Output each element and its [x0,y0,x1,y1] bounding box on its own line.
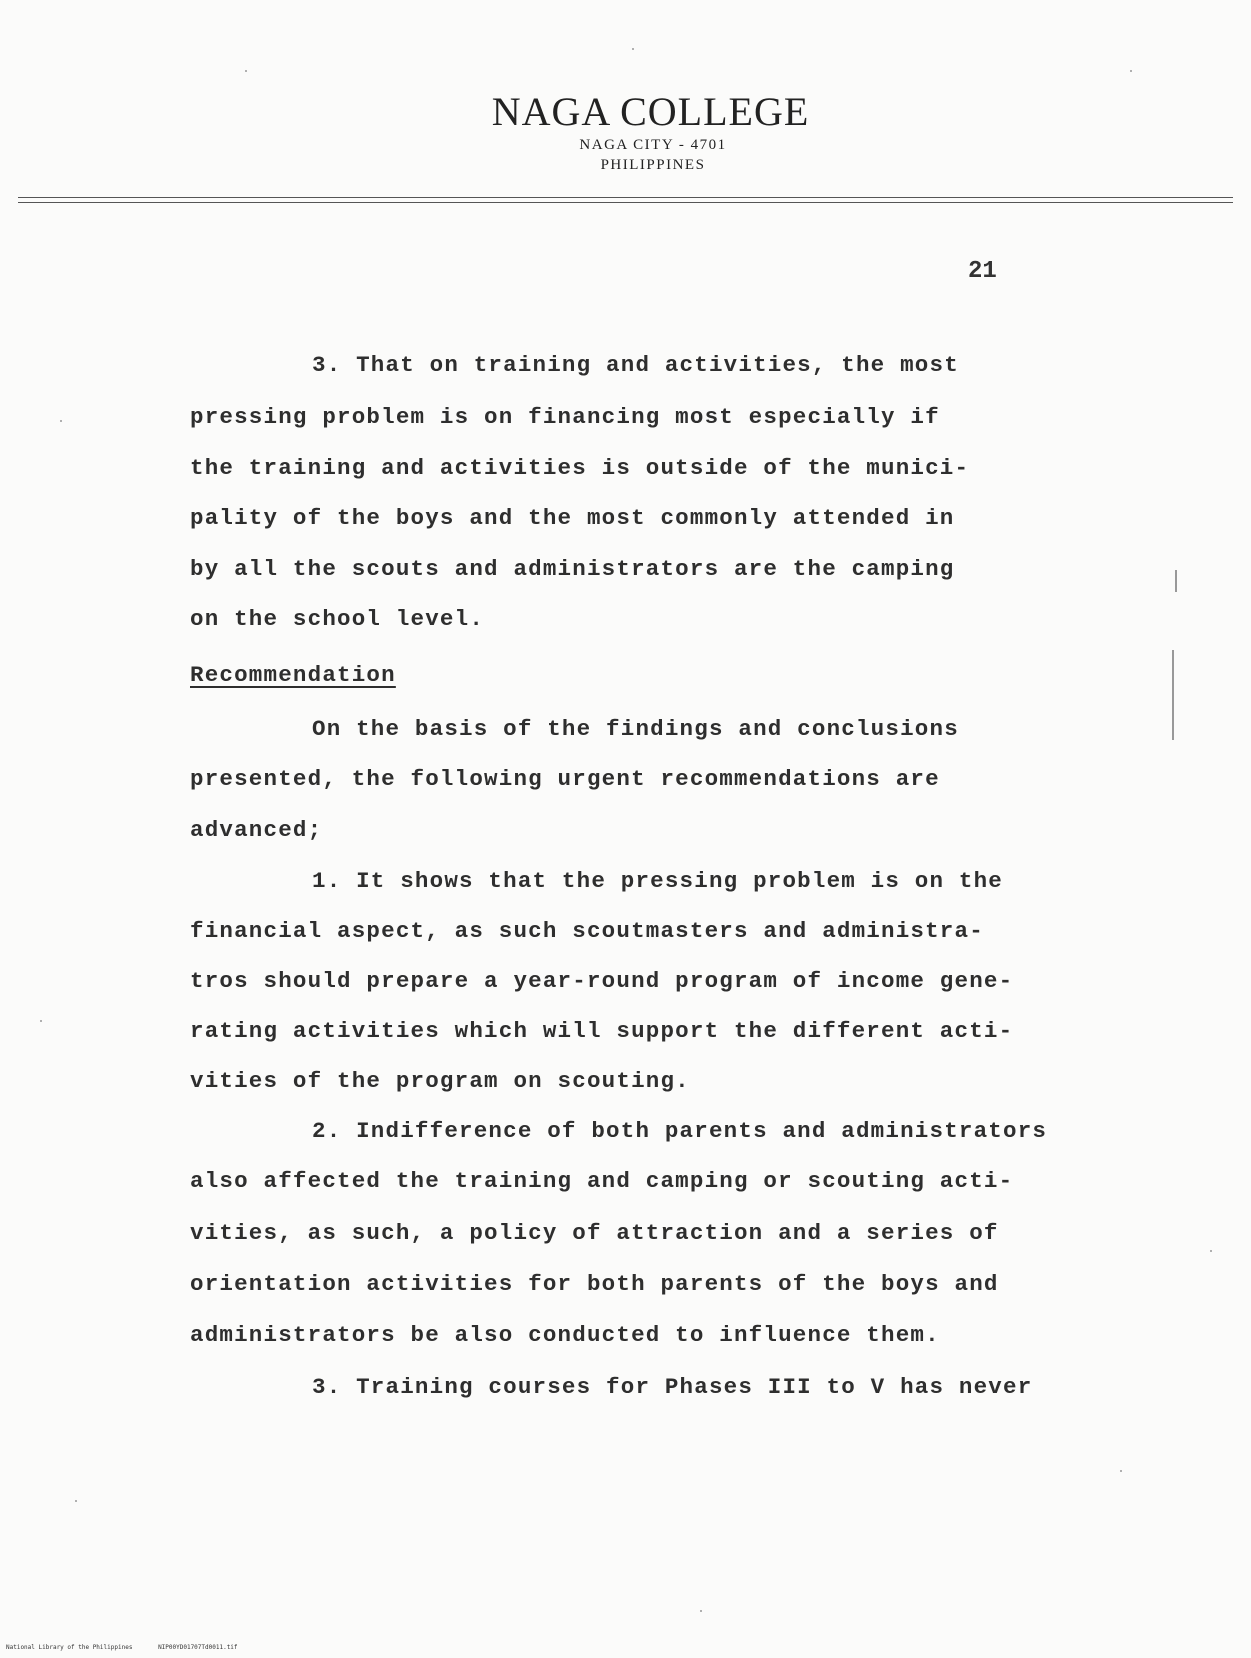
scan-speck [75,1500,77,1502]
body-line: financial aspect, as such scoutmasters and administra- [190,918,984,944]
footer-file-id: NIP00YD01707Td0011.tif [158,1644,238,1651]
body-line: advanced; [190,817,323,843]
body-line: presented, the following urgent recommendations are [190,766,940,792]
body-line: administrators be also conducted to influence them. [190,1322,940,1348]
page-number: 21 [968,258,997,285]
body-line: 2. Indifference of both parents and administrators [312,1118,1048,1144]
letterhead-city: NAGA CITY - 4701 [579,137,727,153]
letterhead-college-name: NAGA COLLEGE [491,89,810,134]
body-line: also affected the training and camping or scouting acti- [190,1168,1014,1194]
scan-speck [40,1020,42,1022]
scan-speck [1120,1470,1122,1472]
body-line: On the basis of the findings and conclusions [312,716,959,742]
body-line: the training and activities is outside of the munici- [190,455,970,481]
scan-speck [632,48,634,50]
letterhead-rule-top [18,197,1233,198]
scan-speck [1130,70,1132,72]
body-line: tros should prepare a year-round program of income gene- [190,968,1014,994]
scan-speck [1175,570,1177,592]
body-line: rating activities which will support the different acti- [190,1018,1014,1044]
scan-speck [700,1610,702,1612]
letterhead [0,88,1251,175]
body-line: by all the scouts and administrators are the camping [190,556,955,582]
body-line: 1. It shows that the pressing problem is on the [312,868,1004,894]
body-line: pressing problem is on financing most especially if [190,404,940,430]
footer-library: National Library of the Philippines [6,1644,133,1651]
scan-speck [60,420,62,422]
body-line: orientation activities for both parents of the boys and [190,1271,999,1297]
body-line: pality of the boys and the most commonly attended in [190,505,955,531]
body-line: 3. Training courses for Phases III to V has never [312,1374,1033,1400]
scan-speck [245,70,247,72]
body-line: vities, as such, a policy of attraction and a series of [190,1220,999,1246]
letterhead-rule-bottom [18,202,1233,203]
body-line: 3. That on training and activities, the most [312,352,959,378]
body-line: vities of the program on scouting. [190,1068,690,1094]
body-line: on the school level. [190,606,485,632]
section-heading-recommendation: Recommendation [190,662,396,688]
scan-speck [1172,650,1174,740]
scan-footer [6,1644,260,1651]
scan-speck [1210,1250,1212,1252]
letterhead-country: PHILIPPINES [600,157,706,173]
